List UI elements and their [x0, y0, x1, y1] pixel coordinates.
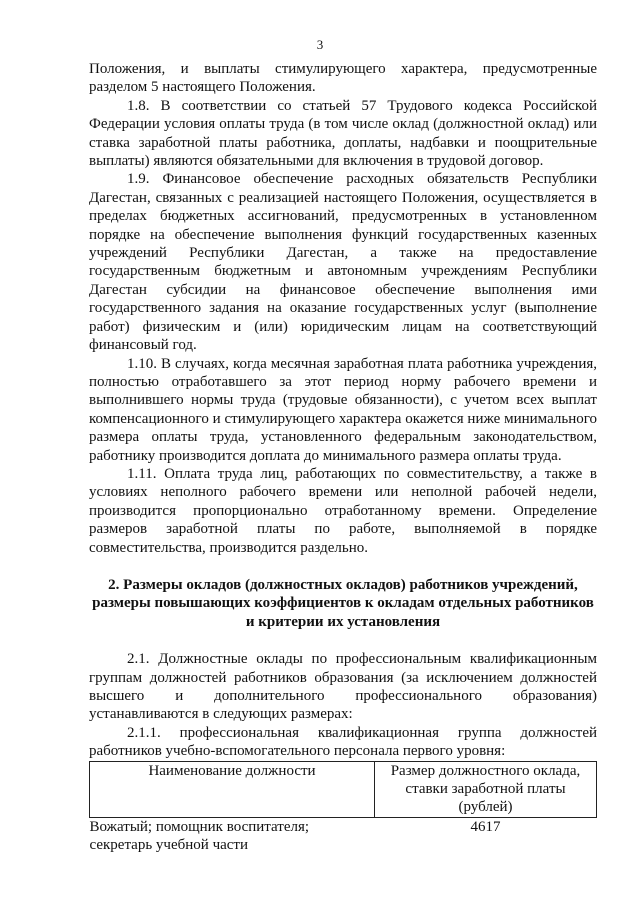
table-header-position: Наименование должности	[90, 761, 375, 817]
table-cell-position: Вожатый; помощник воспитателя; секретарь учебной части	[89, 818, 310, 854]
table-row	[90, 817, 597, 854]
paragraph-1-8: 1.8. В соответствии со статьей 57 Трудового кодекса Российской Федерации условия оплаты труда (в том числе оклад (должностной оклад) или ставка заработной платы работника, доплаты, надбавки и поощрительные выплаты) являются обязательными для включения в трудовой договор.	[89, 97, 597, 170]
table-header-row	[90, 761, 597, 817]
paragraph-1-9: 1.9. Финансовое обеспечение расходных обязательств Республики Дагестан, связанных с реализацией настоящего Положения, осуществляется в пределах бюджетных ассигнований, предусмотренных в установленном порядке на обеспечение выполнения функций государственных казенных учреждений Республики Дагестан, а также на предоставление государственным бюджетным и автономным учреждениям Республики Дагестан субсидии на финансовое обеспечение выполнения ими государственного задания на оказание государственных услуг (выполнение работ) физическим и (или) юридическим лицам на соответствующий финансовый год.	[89, 171, 597, 354]
paragraph-2-1-1: 2.1.1. профессиональная квалификационная группа должностей работников учебно-вспомогательного персонала первого уровня:	[89, 724, 597, 760]
paragraph-1-11: 1.11. Оплата труда лиц, работающих по совместительству, а также в условиях неполного рабочего времени или неполной рабочей недели, производится пропорционально отработанному времени. Определение размеров заработной платы по работе, выполняемой в порядке совместительства, производится раздельно.	[89, 465, 597, 556]
salary-table	[89, 761, 597, 855]
paragraph-2-1: 2.1. Должностные оклады по профессиональным квалификационным группам должностей работников образования (за исключением должностей высшего и дополнительного профессионального образования) устанавливаются в следующих размерах:	[89, 651, 597, 723]
table-cell-salary: 4617	[470, 818, 501, 835]
page-number: 3	[316, 37, 324, 52]
section-heading-line-2: размеры повышающих коэффициентов к окладам отдельных работников	[92, 595, 594, 612]
document-body	[89, 60, 597, 855]
section-heading-line-3: и критерии их установления	[245, 613, 441, 630]
section-heading	[89, 576, 597, 631]
paragraph-1-10: 1.10. В случаях, когда месячная заработная плата работника учреждения, полностью отработавшего за этот период норму рабочего времени и выполнившего нормы труда (трудовые обязанности), с учетом всех выплат компенсационного и стимулирующего характера окажется ниже минимального размера оплаты труда, установленного федеральным законодательством, работнику производится доплата до минимального размера оплаты труда.	[89, 355, 597, 464]
section-heading-line-1: 2. Размеры окладов (должностных окладов) работников учреждений,	[108, 576, 578, 593]
paragraph-continuation: Положения, и выплаты стимулирующего характера, предусмотренные разделом 5 настоящего Положения.	[89, 61, 597, 96]
table-header-salary: Размер должностного оклада, ставки заработной платы (рублей)	[375, 761, 597, 817]
